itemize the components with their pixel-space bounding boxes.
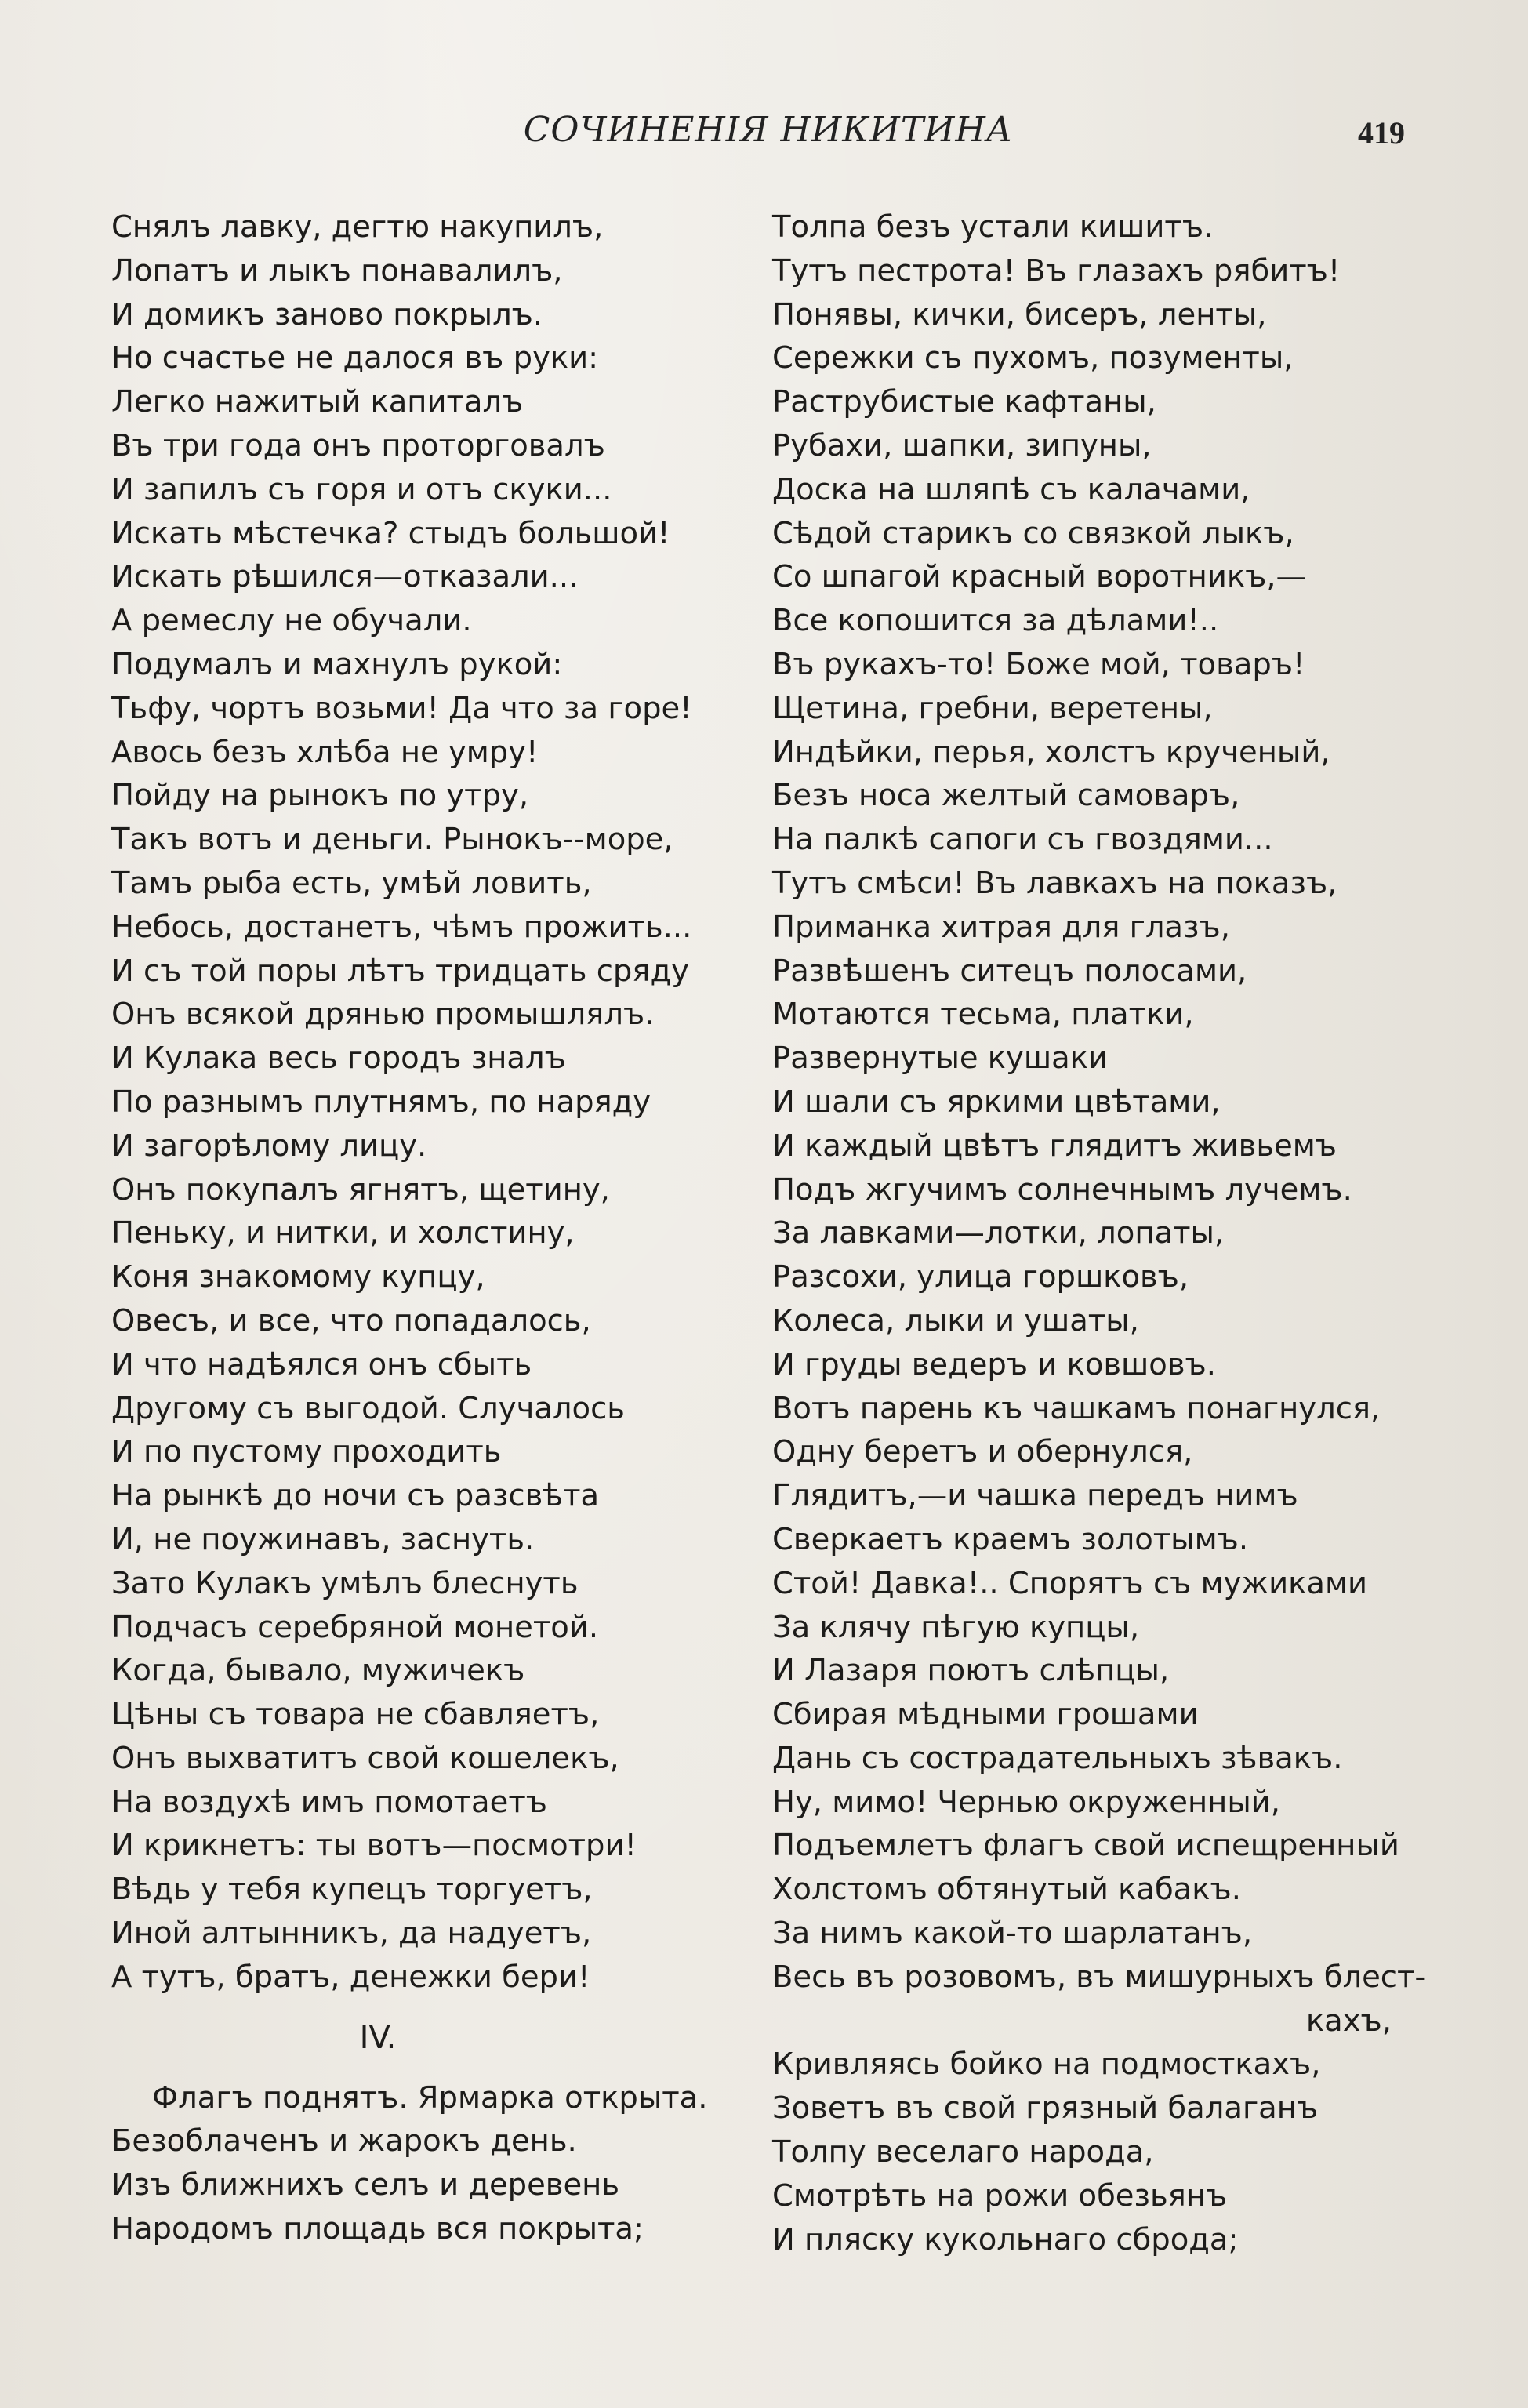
verse-line: Искать мѣстечка? стыдъ большой! [111, 515, 670, 551]
verse-line: Другому съ выгодой. Случалось [111, 1390, 625, 1426]
verse-line: Толпу веселаго народа, [772, 2134, 1154, 2170]
verse-line: Глядитъ,—и чашка передъ нимъ [772, 1478, 1298, 1514]
verse-line: Овесъ, и все, что попадалось, [111, 1302, 591, 1338]
verse-line: Колеса, лыки и ушаты, [772, 1302, 1139, 1338]
verse-line: Но счастье не далося въ руки: [111, 340, 599, 376]
verse-line: Тьфу, чортъ возьми! Да что за горе! [111, 690, 692, 726]
verse-line: Такъ вотъ и деньги. Рынокъ--море, [111, 822, 673, 858]
verse-line: Авось безъ хлѣба не умру! [111, 734, 539, 770]
verse-line: Искать рѣшился—отказали... [111, 559, 579, 595]
verse-line: Вѣдь у тебя купецъ торгуетъ, [111, 1872, 593, 1908]
page-number: 419 [1358, 115, 1405, 151]
verse-line: Тутъ смѣси! Въ лавкахъ на показъ, [772, 865, 1337, 901]
section-heading: IV. [359, 2019, 397, 2056]
verse-line: Подчасъ серебряной монетой. [111, 1609, 599, 1645]
verse-line: Стой! Давка!.. Спорятъ съ мужиками [772, 1565, 1368, 1601]
verse-line: Пеньку, и нитки, и холстину, [111, 1215, 575, 1251]
verse-line: И Кулака весь городъ зналъ [111, 1041, 566, 1077]
verse-line: Раструбистые кафтаны, [772, 384, 1156, 420]
verse-line: Тамъ рыба есть, умѣй ловить, [111, 865, 592, 901]
verse-line: Кривляясь бойко на подмосткахъ, [772, 2047, 1321, 2083]
verse-line: Развернутые кушаки [772, 1041, 1108, 1077]
verse-line: И крикнетъ: ты вотъ—посмотри! [111, 1828, 637, 1864]
verse-line: И домикъ заново покрылъ. [111, 296, 543, 332]
verse-line: Одну беретъ и обернулся, [772, 1434, 1193, 1470]
verse-line: Лопатъ и лыкъ понавалилъ, [111, 252, 563, 289]
verse-line: Доска на шляпѣ съ калачами, [772, 471, 1250, 507]
verse-line: Цѣны съ товара не сбавляетъ, [111, 1697, 600, 1733]
left-verse-block-1 [111, 205, 739, 1999]
verse-line: По разнымъ плутнямъ, по наряду [111, 1084, 651, 1120]
verse-line: Мотаются тесьма, платки, [772, 997, 1194, 1033]
verse-line: За лавками—лотки, лопаты, [772, 1215, 1225, 1251]
verse-line: Иной алтынникъ, да надуетъ, [111, 1916, 592, 1952]
verse-line: И загорѣлому лицу. [111, 1128, 427, 1164]
verse-line: На рынкѣ до ночи съ разсвѣта [111, 1478, 600, 1514]
verse-line: За клячу пѣгую купцы, [772, 1609, 1140, 1645]
verse-line: Флагъ поднятъ. Ярмарка открыта. [152, 2079, 708, 2116]
verse-line: Легко нажитый капиталъ [111, 384, 524, 420]
verse-line: Когда, бывало, мужичекъ [111, 1653, 525, 1689]
hanging-continuation: кахъ, [1305, 2003, 1392, 2039]
verse-line: Сбирая мѣдными грошами [772, 1697, 1199, 1733]
verse-line: Разсохи, улица горшковъ, [772, 1259, 1189, 1295]
verse-line: Дань съ сострадательныхъ зѣвакъ. [772, 1740, 1343, 1776]
verse-line: И, не поужинавъ, заснуть. [111, 1521, 535, 1557]
verse-line: Онъ выхватитъ свой кошелекъ, [111, 1740, 619, 1776]
verse-line: Въ три года онъ проторговалъ [111, 427, 605, 463]
verse-line: За нимъ какой-то шарлатанъ, [772, 1916, 1253, 1952]
verse-line: Приманка хитрая для глазъ, [772, 909, 1230, 945]
right-column [772, 205, 1426, 2261]
verse-line: Сѣдой старикъ со связкой лыкъ, [772, 515, 1294, 551]
verse-line: Холстомъ обтянутый кабакъ. [772, 1872, 1241, 1908]
verse-line: Все копошится за дѣлами!.. [772, 603, 1219, 639]
verse-line: А ремеслу не обучали. [111, 603, 472, 639]
left-verse-block-2 [111, 2076, 739, 2251]
right-verse-block-2 [772, 2043, 1423, 2261]
verse-line: Подъ жгучимъ солнечнымъ лучемъ. [772, 1171, 1352, 1208]
verse-line: И съ той поры лѣтъ тридцать сряду [111, 953, 689, 989]
verse-line: На воздухѣ имъ помотаетъ [111, 1784, 547, 1820]
verse-line: Зато Кулакъ умѣлъ блеснуть [111, 1565, 579, 1601]
verse-line: И Лазаря поютъ слѣпцы, [772, 1653, 1170, 1689]
verse-line: Подумалъ и махнулъ рукой: [111, 646, 563, 682]
verse-line: Зоветъ въ свой грязный балаганъ [772, 2090, 1319, 2127]
verse-line: Безоблаченъ и жарокъ день. [111, 2123, 577, 2159]
verse-line: На палкѣ сапоги съ гвоздями... [772, 822, 1273, 858]
verse-line: Сережки съ пухомъ, позументы, [772, 340, 1294, 376]
left-column [111, 205, 739, 2251]
verse-line: Рубахи, шапки, зипуны, [772, 427, 1152, 463]
verse-line: Онъ всякой дрянью промышлялъ. [111, 997, 655, 1033]
verse-line: Коня знакомому купцу, [111, 1259, 485, 1295]
verse-line: Въ рукахъ-то! Боже мой, товаръ! [772, 646, 1305, 682]
verse-line: Смотрѣть на рожи обезьянъ [772, 2177, 1228, 2214]
right-verse-block-1 [772, 205, 1426, 1999]
running-title: СОЧИНЕНІЯ НИКИТИНА [523, 110, 1014, 150]
verse-line: Весь въ розовомъ, въ мишурныхъ блест- [772, 1959, 1426, 1995]
verse-line: И груды ведеръ и ковшовъ. [772, 1346, 1216, 1382]
verse-line: Сверкаетъ краемъ золотымъ. [772, 1521, 1249, 1557]
verse-line: Понявы, кички, бисеръ, ленты, [772, 296, 1267, 332]
verse-line: Вотъ парень къ чашкамъ понагнулся, [772, 1390, 1381, 1426]
verse-line: И запилъ съ горя и отъ скуки... [111, 471, 612, 507]
verse-line: Со шпагой красный воротникъ,— [772, 559, 1307, 595]
page-header [0, 110, 1528, 157]
verse-line: И по пустому проходить [111, 1434, 502, 1470]
verse-line: Развѣшенъ ситецъ полосами, [772, 953, 1247, 989]
verse-line: И шали съ яркими цвѣтами, [772, 1084, 1221, 1120]
verse-line: Ну, мимо! Чернью окруженный, [772, 1784, 1280, 1820]
verse-line: Небось, достанетъ, чѣмъ прожить... [111, 909, 692, 945]
verse-line: А тутъ, братъ, денежки бери! [111, 1959, 590, 1995]
verse-line: Индѣйки, перья, холстъ крученый, [772, 734, 1330, 770]
verse-line: Подъемлетъ флагъ свой испещренный [772, 1828, 1399, 1864]
verse-line: И каждый цвѣтъ глядитъ живьемъ [772, 1128, 1337, 1164]
verse-line: Изъ ближнихъ селъ и деревень [111, 2167, 620, 2203]
verse-line: Народомъ площадь вся покрыта; [111, 2211, 644, 2247]
verse-line: Толпа безъ устали кишитъ. [772, 209, 1214, 245]
verse-line: Щетина, гребни, веретены, [772, 690, 1213, 726]
verse-line: Онъ покупалъ ягнятъ, щетину, [111, 1171, 610, 1208]
verse-line: Тутъ пестрота! Въ глазахъ рябитъ! [772, 252, 1341, 289]
verse-line: И что надѣялся онъ сбыть [111, 1346, 532, 1382]
verse-line: Безъ носа желтый самоваръ, [772, 778, 1240, 814]
verse-line: Снялъ лавку, дегтю накупилъ, [111, 209, 604, 245]
verse-line: И пляску кукольнаго сброда; [772, 2221, 1239, 2257]
verse-line: Пойду на рынокъ по утру, [111, 778, 529, 814]
